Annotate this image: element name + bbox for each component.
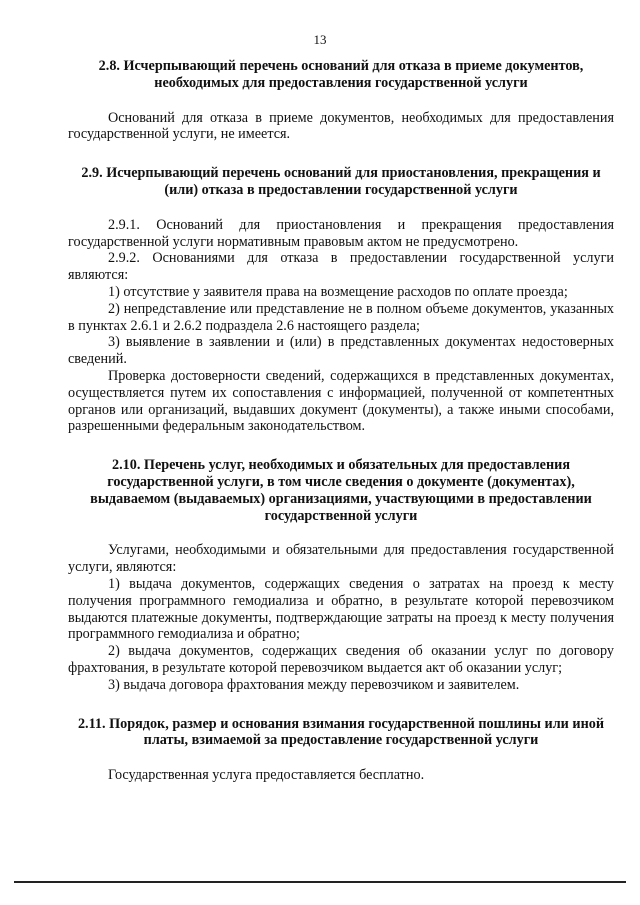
list-item: 1) выдача документов, содержащих сведения о затратах на проезд к месту получения программного гемодиализа и обратно, в результате которой перевозчиком выдаются платежные документы, подтверждающие затраты на проезд к месту получения программного гемодиализа и обратно; <box>68 575 614 643</box>
paragraph: 2.9.1. Оснований для приостановления и прекращения предоставления государственной услуги нормативным правовым актом не предусмотрено. <box>68 216 614 250</box>
section-heading: 2.10. Перечень услуг, необходимых и обязательных для предоставления государственной услуги, в том числе сведения о документе (документах), выдаваемом (выдаваемых) организациями, участвующими в предоставлении государственной услуги <box>90 457 592 524</box>
section-2-11 <box>68 716 614 784</box>
section-heading: 2.11. Порядок, размер и основания взимания государственной пошлины или иной платы, взимаемой за предоставление государственной услуги <box>77 715 605 749</box>
list-item: 2) выдача документов, содержащих сведения об оказании услуг по договору фрахтования, в результате которой перевозчиком выдается акт об оказании услуг; <box>68 643 614 676</box>
paragraph: Оснований для отказа в приеме документов, необходимых для предоставления государственной услуги, не имеется. <box>68 109 614 143</box>
section-2-9 <box>68 165 614 435</box>
paragraph: Услугами, необходимыми и обязательными для предоставления государственной услуги, являются: <box>68 542 614 576</box>
page-number: 13 <box>313 32 327 47</box>
list-item: 1) отсутствие у заявителя права на возмещение расходов по оплате проезда; <box>108 283 568 300</box>
list-item: 3) выявление в заявлении и (или) в представленных документах недостоверных сведений. <box>68 334 614 368</box>
list-item: 2) непредставление или представление не в полном объеме документов, указанных в пунктах 2.6.1 и 2.6.2 подраздела 2.6 настоящего раздела; <box>68 300 614 334</box>
paragraph: 2.9.2. Основаниями для отказа в предоставлении государственной услуги являются: <box>68 250 614 284</box>
bottom-rule <box>14 881 626 883</box>
section-heading: 2.8. Исчерпывающий перечень оснований для отказа в приеме документов, необходимых для предоставления государственной услуги <box>98 58 584 91</box>
section-2-8 <box>68 58 614 143</box>
document-body <box>68 58 614 784</box>
paragraph: Государственная услуга предоставляется бесплатно. <box>108 767 425 784</box>
list-item: 3) выдача договора фрахтования между перевозчиком и заявителем. <box>108 676 520 693</box>
paragraph: Проверка достоверности сведений, содержащихся в представленных документах, осуществляется путем их сопоставления с информацией, полученной от компетентных органов или организаций, выдавших документ (документы), а также иными способами, разрешенными федеральным законодательством. <box>68 367 614 435</box>
section-2-10 <box>68 457 614 693</box>
section-heading: 2.9. Исчерпывающий перечень оснований для приостановления, прекращения и (или) отказа в предоставлении государственной услуги <box>81 165 601 198</box>
